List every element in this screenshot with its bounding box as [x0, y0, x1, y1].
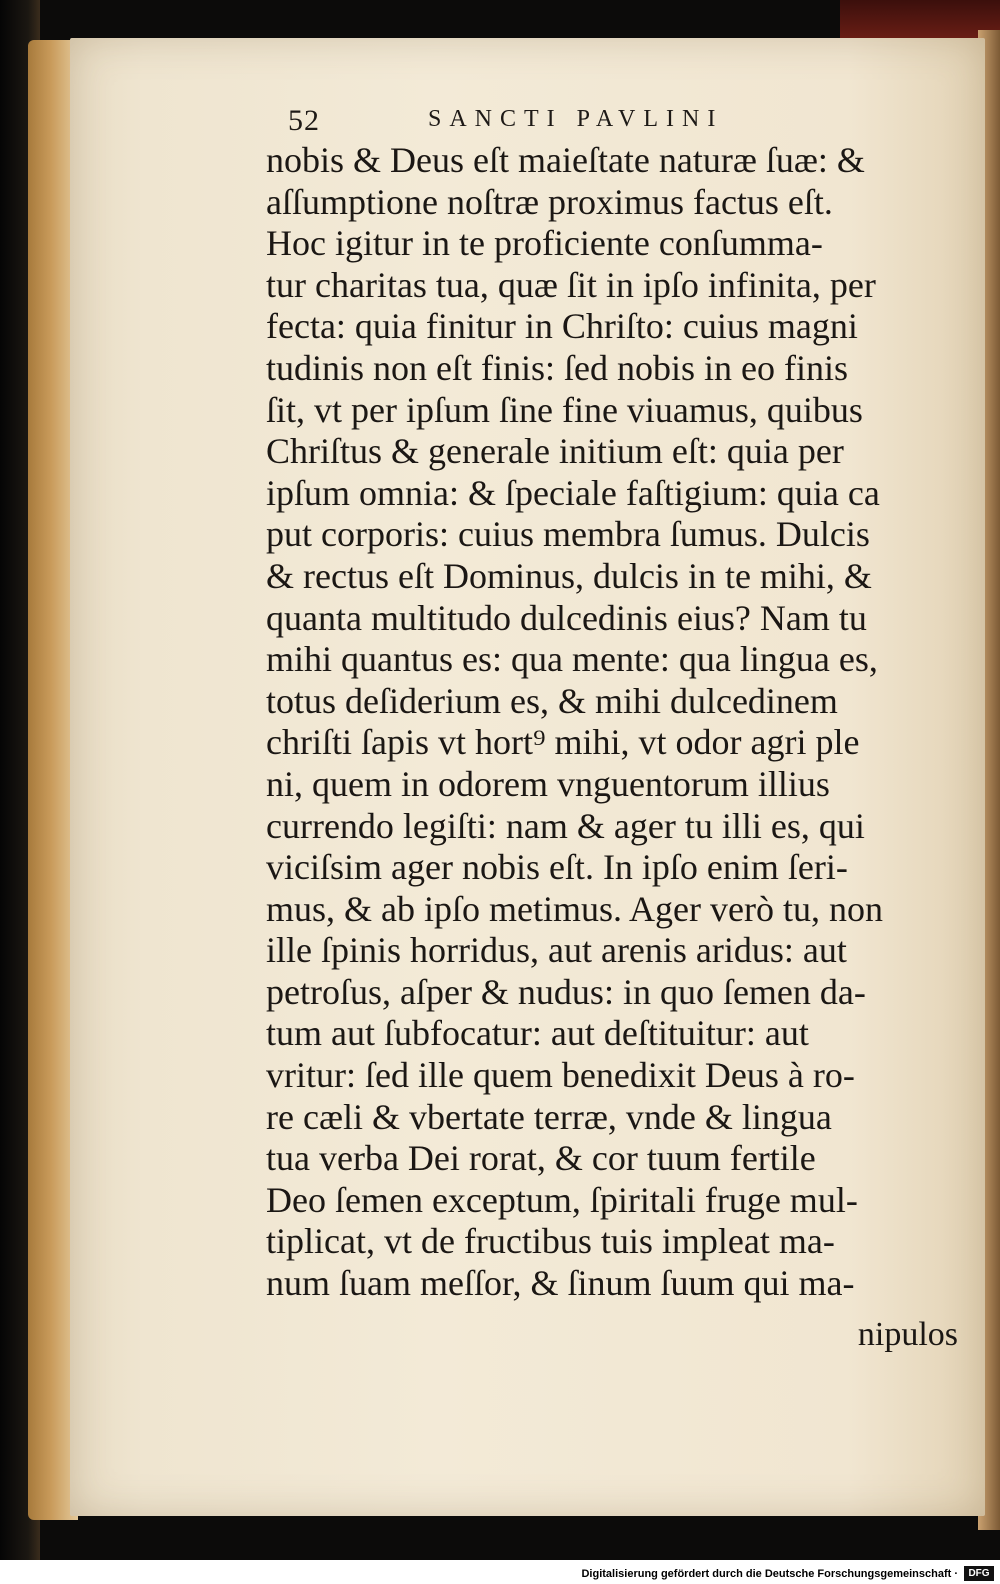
catchword: nipulos [857, 1316, 958, 1353]
text-line: tum aut ſubfocatur: aut deſtituitur: aut [266, 1013, 809, 1054]
text-line: totus deſiderium es, & mihi dulcedinem [266, 680, 838, 721]
text-line: num ſuam meſſor, & ſinum ſuum qui ma- [266, 1263, 855, 1304]
dfg-logo-icon: DFG [964, 1566, 994, 1581]
text-line: nobis & Deus eſt maieſtate naturæ ſuæ: & [266, 140, 865, 180]
text-line: re cæli & vbertate terræ, vnde & lingua [266, 1096, 832, 1137]
text-line: vritur: ſed ille quem benedixit Deus à ro- [266, 1055, 855, 1096]
text-line: put corporis: cuius membra ſumus. Dulcis [266, 514, 870, 555]
text-line: ipſum omnia: & ſpeciale faſtigium: quia ca [266, 472, 880, 513]
text-line: mihi quantus es: qua mente: qua lingua es, [266, 639, 878, 680]
running-head: SANCTI PAVLINI [428, 106, 724, 132]
text-line: fecta: quia finitur in Chriſto: cuius magni [266, 306, 858, 347]
text-line: mus, & ab ipſo metimus. Ager verò tu, non [266, 888, 883, 929]
text-line: currendo legiſti: nam & ager tu illi es, qui [266, 805, 865, 846]
text-line: ſit, vt per ipſum ſine fine viuamus, quibus [266, 389, 863, 430]
page-number: 52 [288, 104, 320, 137]
text-line: viciſsim ager nobis eſt. In ipſo enim ſeri- [266, 847, 848, 888]
text-line: petroſus, aſper & nudus: in quo ſemen da- [266, 971, 866, 1012]
text-line: Chriſtus & generale initium eſt: quia per [266, 431, 844, 472]
text-line: tudinis non eſt finis: ſed nobis in eo finis [266, 347, 848, 388]
digitization-credit: Digitalisierung gefördert durch die Deutsche Forschungsgemeinschaft · [581, 1568, 958, 1580]
text-line: ille ſpinis horridus, aut arenis aridus: aut [266, 930, 847, 971]
page-header [288, 100, 808, 140]
text-line: tua verba Dei rorat, & cor tuum fertile [266, 1138, 816, 1179]
footer-bar [0, 1560, 1000, 1584]
body-text [266, 140, 956, 1305]
text-line: aſſumptione noſtræ proximus factus eſt. [266, 181, 833, 222]
text-line: tur charitas tua, quæ ſit in ipſo infinita, per [266, 264, 876, 305]
text-line: ni, quem in odorem vnguentorum illius [266, 763, 830, 804]
text-line: tiplicat, vt de fructibus tuis impleat ma- [266, 1221, 835, 1262]
text-line: chriſti ſapis vt hort⁹ mihi, vt odor agri ple [266, 722, 860, 763]
cover-board [840, 0, 1000, 40]
text-line: quanta multitudo dulcedinis eius? Nam tu [266, 597, 867, 638]
text-line: Deo ſemen exceptum, ſpiritali fruge mul- [266, 1179, 858, 1220]
text-line: Hoc igitur in te proficiente conſumma- [266, 223, 823, 264]
text-line: & rectus eſt Dominus, dulcis in te mihi, & [266, 555, 872, 596]
